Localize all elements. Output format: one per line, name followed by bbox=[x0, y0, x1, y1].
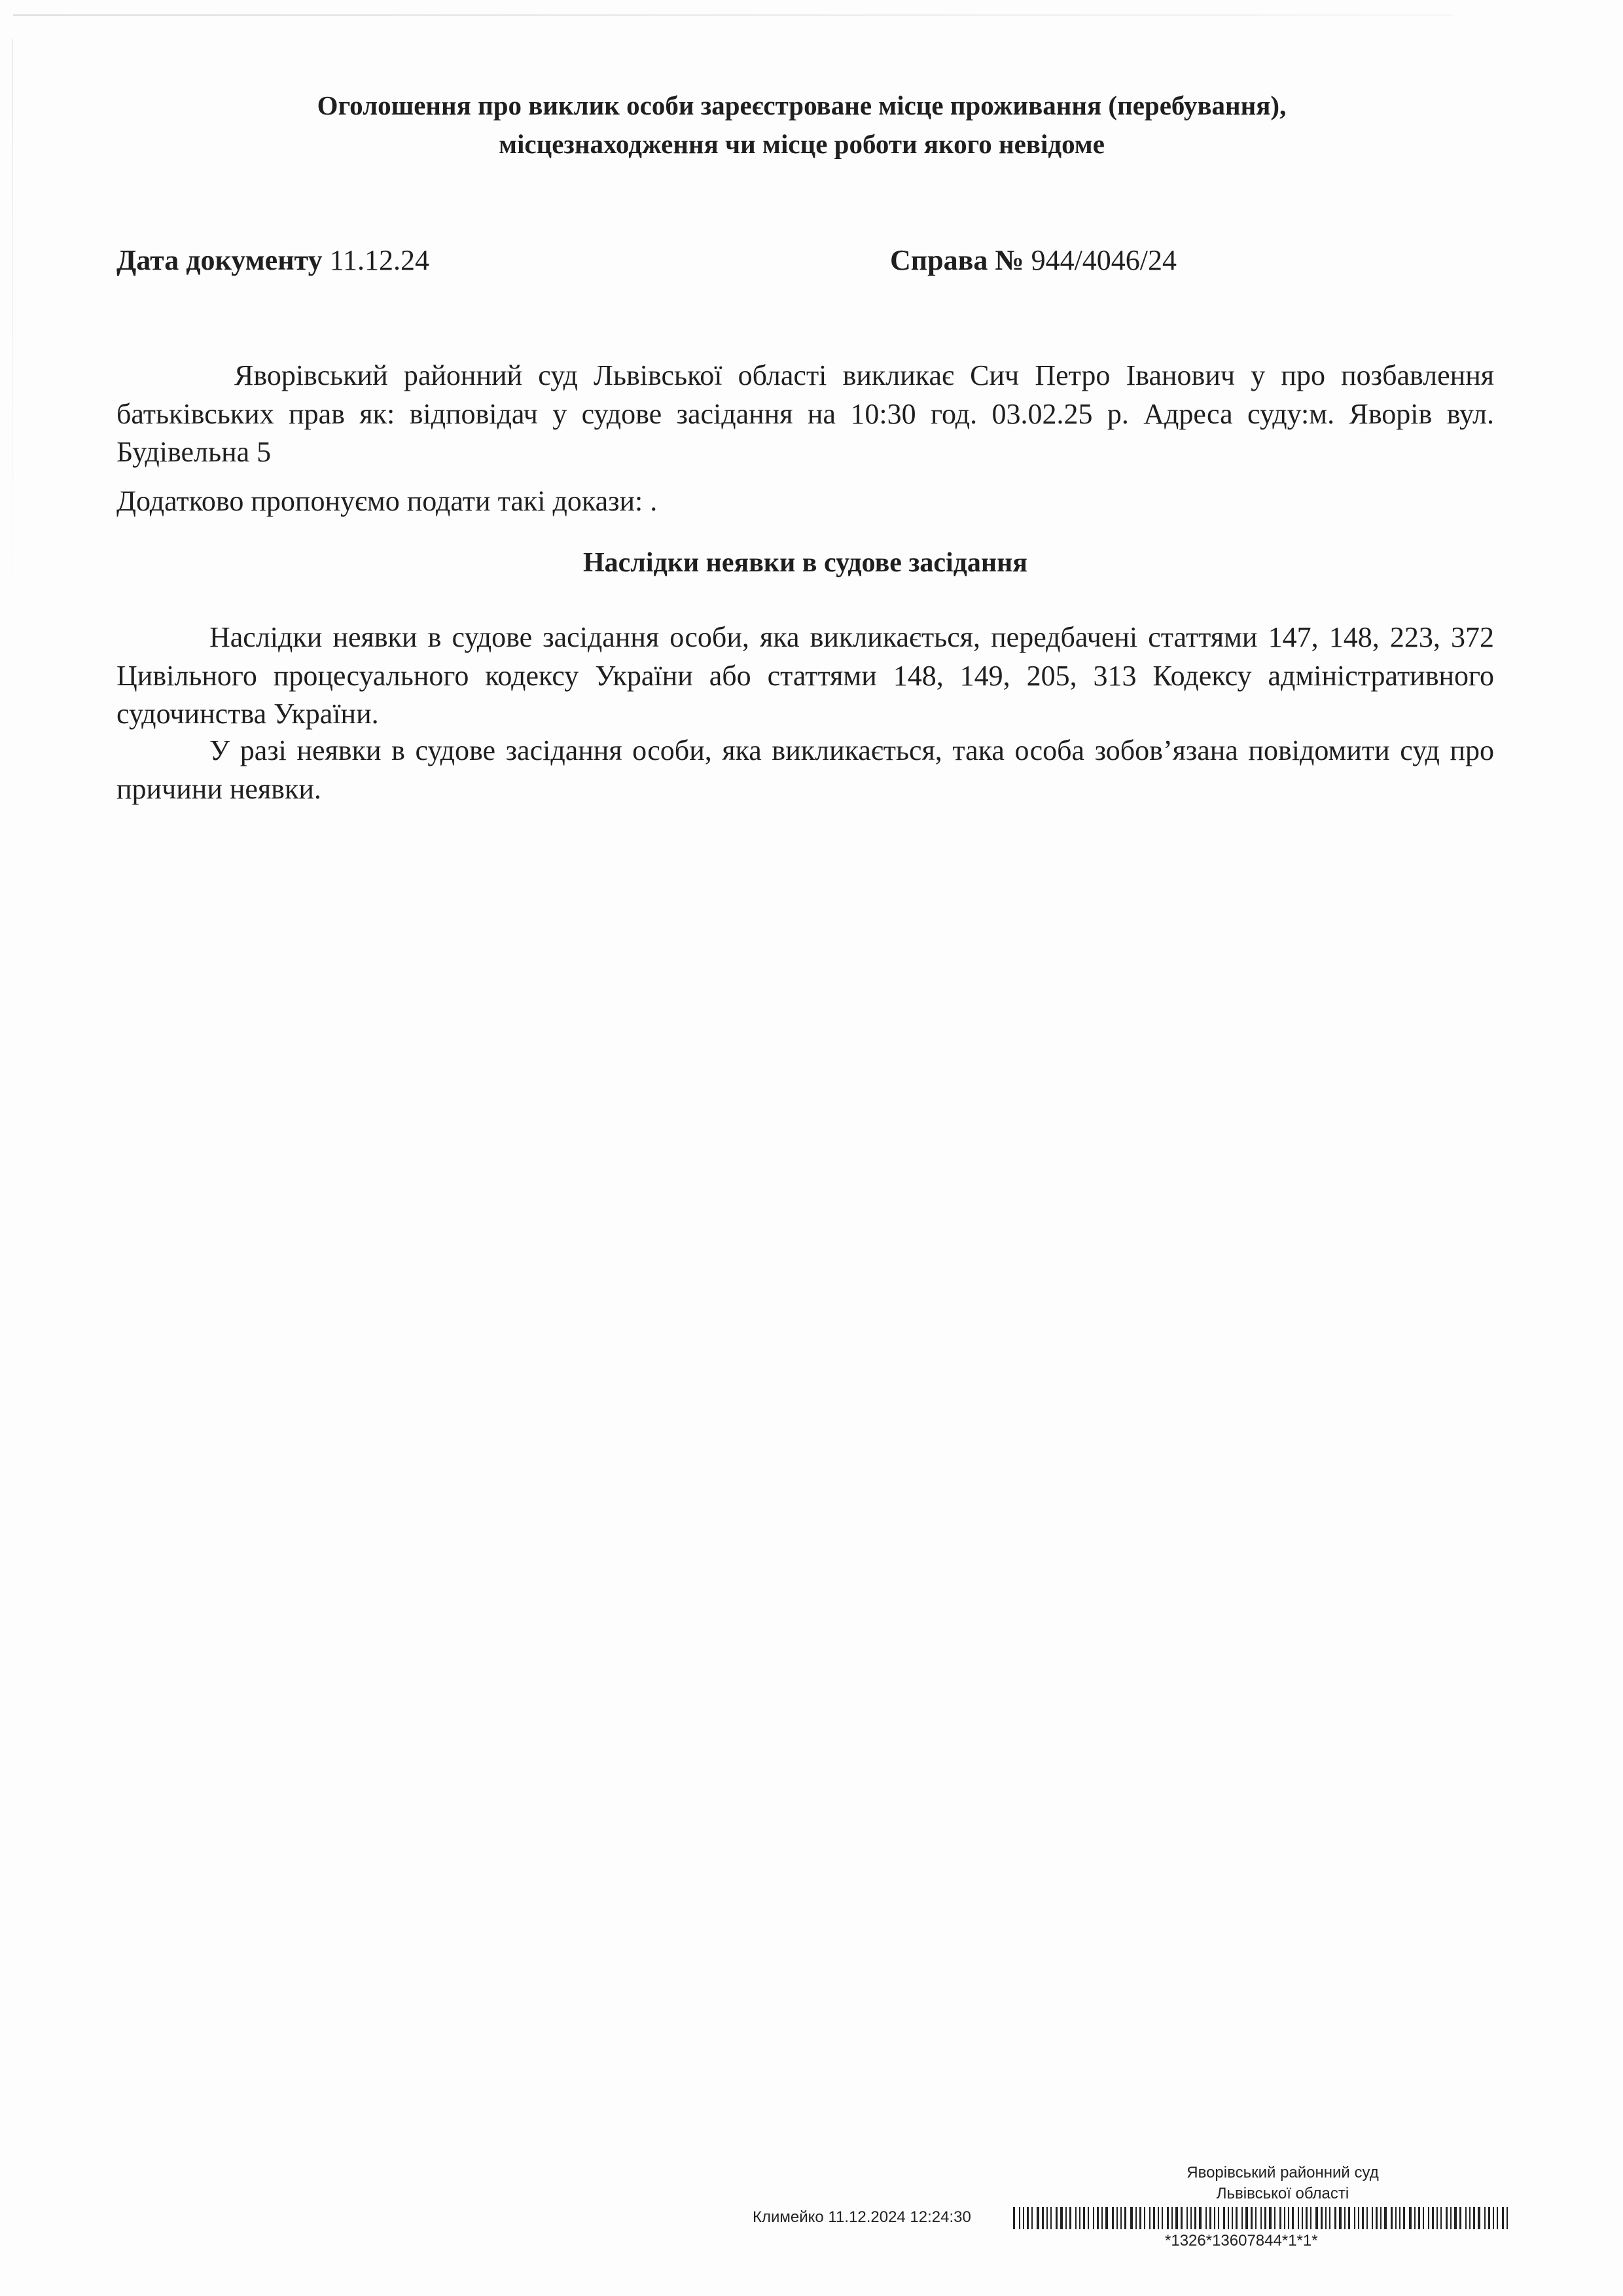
barcode-bar bbox=[1079, 2207, 1080, 2229]
barcode-bar bbox=[1214, 2207, 1215, 2229]
barcode-bar bbox=[1284, 2207, 1285, 2229]
barcode-bar bbox=[1274, 2207, 1275, 2229]
barcode-bar bbox=[1245, 2207, 1248, 2229]
barcode-bar bbox=[1493, 2207, 1494, 2229]
barcode-bar bbox=[1205, 2207, 1207, 2229]
consequences-paragraph: Наслідки неявки в судове засідання особи, яка викликається, передбачені статтями 147, 148, 223, 372 Цивільного процесуального кодексу України або статтями 148, 149, 205, 313 Кодексу адміністративного судочинства України. bbox=[116, 621, 1494, 730]
barcode-bar bbox=[1321, 2207, 1323, 2229]
barcode-bar bbox=[1446, 2207, 1448, 2229]
notice-paragraph: У разі неявки в судове засідання особи, яка викликається, така особа зобов’язана повідомити суд про причини неявки. bbox=[116, 734, 1494, 805]
barcode-bar bbox=[1097, 2207, 1099, 2229]
barcode-bar bbox=[1130, 2207, 1133, 2229]
date-value: 11.12.24 bbox=[329, 244, 429, 276]
barcode-bar bbox=[1069, 2207, 1071, 2229]
barcode-bar bbox=[1260, 2207, 1262, 2229]
barcode-bar bbox=[1399, 2207, 1400, 2229]
barcode-bar bbox=[1269, 2207, 1272, 2229]
barcode-bar bbox=[1194, 2207, 1196, 2229]
barcode-bar bbox=[1171, 2207, 1173, 2229]
barcode-bar bbox=[1354, 2207, 1355, 2229]
barcode-bar bbox=[1223, 2207, 1225, 2229]
barcode-bar bbox=[1358, 2207, 1359, 2229]
barcode-bar bbox=[1423, 2207, 1424, 2229]
barcode-bar bbox=[1046, 2207, 1048, 2229]
barcode-bar bbox=[1450, 2207, 1452, 2229]
barcode-bar bbox=[1478, 2207, 1480, 2229]
barcode-bar bbox=[1465, 2207, 1467, 2229]
barcode-bar bbox=[1135, 2207, 1137, 2229]
barcode-bar bbox=[1414, 2207, 1416, 2229]
barcode-bar bbox=[1075, 2207, 1077, 2229]
barcode-bar bbox=[1440, 2207, 1442, 2229]
barcode-bar bbox=[1241, 2207, 1243, 2229]
barcode-bar bbox=[1105, 2207, 1108, 2229]
barcode-bar bbox=[1190, 2207, 1192, 2229]
barcode-bar bbox=[1315, 2207, 1318, 2229]
barcode-bar bbox=[1023, 2207, 1024, 2229]
barcode-bar bbox=[1232, 2207, 1233, 2229]
barcode-bar bbox=[1218, 2207, 1219, 2229]
barcode-bar bbox=[1292, 2207, 1294, 2229]
barcode bbox=[1013, 2207, 1510, 2229]
barcode-bar bbox=[1101, 2207, 1103, 2229]
barcode-bar bbox=[1031, 2207, 1033, 2229]
barcode-bar bbox=[1507, 2207, 1508, 2229]
barcode-bar bbox=[1042, 2207, 1044, 2229]
barcode-bar bbox=[1502, 2207, 1504, 2229]
barcode-bar bbox=[1139, 2207, 1141, 2229]
barcode-bar bbox=[1153, 2207, 1155, 2229]
barcode-bar bbox=[1298, 2207, 1299, 2229]
barcode-bar bbox=[1436, 2207, 1438, 2229]
barcode-bar bbox=[1167, 2207, 1169, 2229]
barcode-bar bbox=[1144, 2207, 1145, 2229]
summons-paragraph: Яворівський районний суд Львівської області викликає Сич Петро Іванович у про позбавлення батьківських прав як: відповідач у судове засідання на 10:30 год. 03.02.25 р. Адреса суду:м. Яворів вул. Будівельна 5 bbox=[116, 359, 1494, 469]
court-stamp bbox=[1145, 2162, 1420, 2205]
barcode-bar bbox=[1334, 2207, 1336, 2229]
barcode-bar bbox=[1428, 2207, 1429, 2229]
document-title-line-1: Оголошення про виклик особи зареєстроване місце проживання (перебування), bbox=[317, 90, 1287, 120]
barcode-bar bbox=[1469, 2207, 1471, 2229]
barcode-bar bbox=[1050, 2207, 1052, 2229]
barcode-bar bbox=[1186, 2207, 1188, 2229]
barcode-bar bbox=[1384, 2207, 1387, 2229]
barcode-bar bbox=[1418, 2207, 1420, 2229]
signer-timestamp: Климейко 11.12.2024 12:24:30 bbox=[753, 2208, 971, 2226]
barcode-bar bbox=[1116, 2207, 1118, 2229]
barcode-bar bbox=[1380, 2207, 1382, 2229]
barcode-bar bbox=[1120, 2207, 1122, 2229]
barcode-bar bbox=[1088, 2207, 1089, 2229]
barcode-bar bbox=[1236, 2207, 1238, 2229]
barcode-bar bbox=[1255, 2207, 1257, 2229]
barcode-bar bbox=[1372, 2207, 1373, 2229]
barcode-bar bbox=[1013, 2207, 1015, 2229]
barcode-bar bbox=[1209, 2207, 1211, 2229]
barcode-bar bbox=[1310, 2207, 1311, 2229]
document-title-line-2: місцезнаходження чи місце роботи якого невідоме bbox=[499, 129, 1105, 159]
barcode-bar bbox=[1175, 2207, 1178, 2229]
barcode-bar bbox=[1497, 2207, 1498, 2229]
scan-edge bbox=[13, 14, 1453, 16]
consequences-heading: Наслідки неявки в судове засідання bbox=[582, 548, 1028, 578]
barcode-bar bbox=[1264, 2207, 1266, 2229]
barcode-bar bbox=[1395, 2207, 1397, 2229]
barcode-bar bbox=[1344, 2207, 1346, 2229]
barcode-bar bbox=[1329, 2207, 1330, 2229]
barcode-bar bbox=[1149, 2207, 1150, 2229]
barcode-bar bbox=[1027, 2207, 1029, 2229]
barcode-bar bbox=[1488, 2207, 1490, 2229]
barcode-bar bbox=[1473, 2207, 1475, 2229]
case-value: 944/4046/24 bbox=[1031, 244, 1177, 276]
barcode-bar bbox=[1376, 2207, 1378, 2229]
scan-edge bbox=[12, 39, 13, 628]
barcode-bar bbox=[1362, 2207, 1364, 2229]
barcode-bar bbox=[1181, 2207, 1183, 2229]
barcode-bar bbox=[1228, 2207, 1229, 2229]
court-stamp-line-1: Яворівський районний суд bbox=[1186, 2164, 1379, 2181]
case-label: Справа № bbox=[890, 244, 1024, 276]
case-number bbox=[890, 243, 1177, 277]
document-date bbox=[116, 243, 429, 277]
barcode-bar bbox=[1093, 2207, 1094, 2229]
evidence-paragraph: Додатково пропонуємо подати такі докази: . bbox=[116, 485, 658, 517]
barcode-bar bbox=[1432, 2207, 1434, 2229]
barcode-bar bbox=[1124, 2207, 1126, 2229]
barcode-bar bbox=[1348, 2207, 1350, 2229]
barcode-bar bbox=[1065, 2207, 1067, 2229]
barcode-bar bbox=[1459, 2207, 1461, 2229]
barcode-bar bbox=[1339, 2207, 1342, 2229]
barcode-bar bbox=[1391, 2207, 1393, 2229]
date-label: Дата документу bbox=[116, 244, 323, 276]
barcode-bar bbox=[1403, 2207, 1405, 2229]
barcode-bar bbox=[1056, 2207, 1058, 2229]
barcode-bar bbox=[1306, 2207, 1308, 2229]
barcode-bar bbox=[1302, 2207, 1303, 2229]
barcode-bar bbox=[1083, 2207, 1085, 2229]
barcode-bar bbox=[1484, 2207, 1486, 2229]
court-stamp-line-2: Львівської області bbox=[1216, 2185, 1349, 2203]
barcode-bar bbox=[1409, 2207, 1412, 2229]
barcode-bar bbox=[1060, 2207, 1063, 2229]
barcode-bar bbox=[1158, 2207, 1159, 2229]
barcode-bar bbox=[1325, 2207, 1327, 2229]
barcode-bar bbox=[1037, 2207, 1039, 2229]
barcode-number: *1326*13607844*1*1* bbox=[1165, 2232, 1318, 2250]
barcode-bar bbox=[1112, 2207, 1114, 2229]
barcode-bar bbox=[1019, 2207, 1020, 2229]
barcode-bar bbox=[1279, 2207, 1281, 2229]
barcode-bar bbox=[1199, 2207, 1202, 2229]
barcode-bar bbox=[1288, 2207, 1289, 2229]
barcode-bar bbox=[1162, 2207, 1163, 2229]
barcode-bar bbox=[1454, 2207, 1457, 2229]
barcode-bar bbox=[1366, 2207, 1368, 2229]
barcode-bar bbox=[1251, 2207, 1253, 2229]
